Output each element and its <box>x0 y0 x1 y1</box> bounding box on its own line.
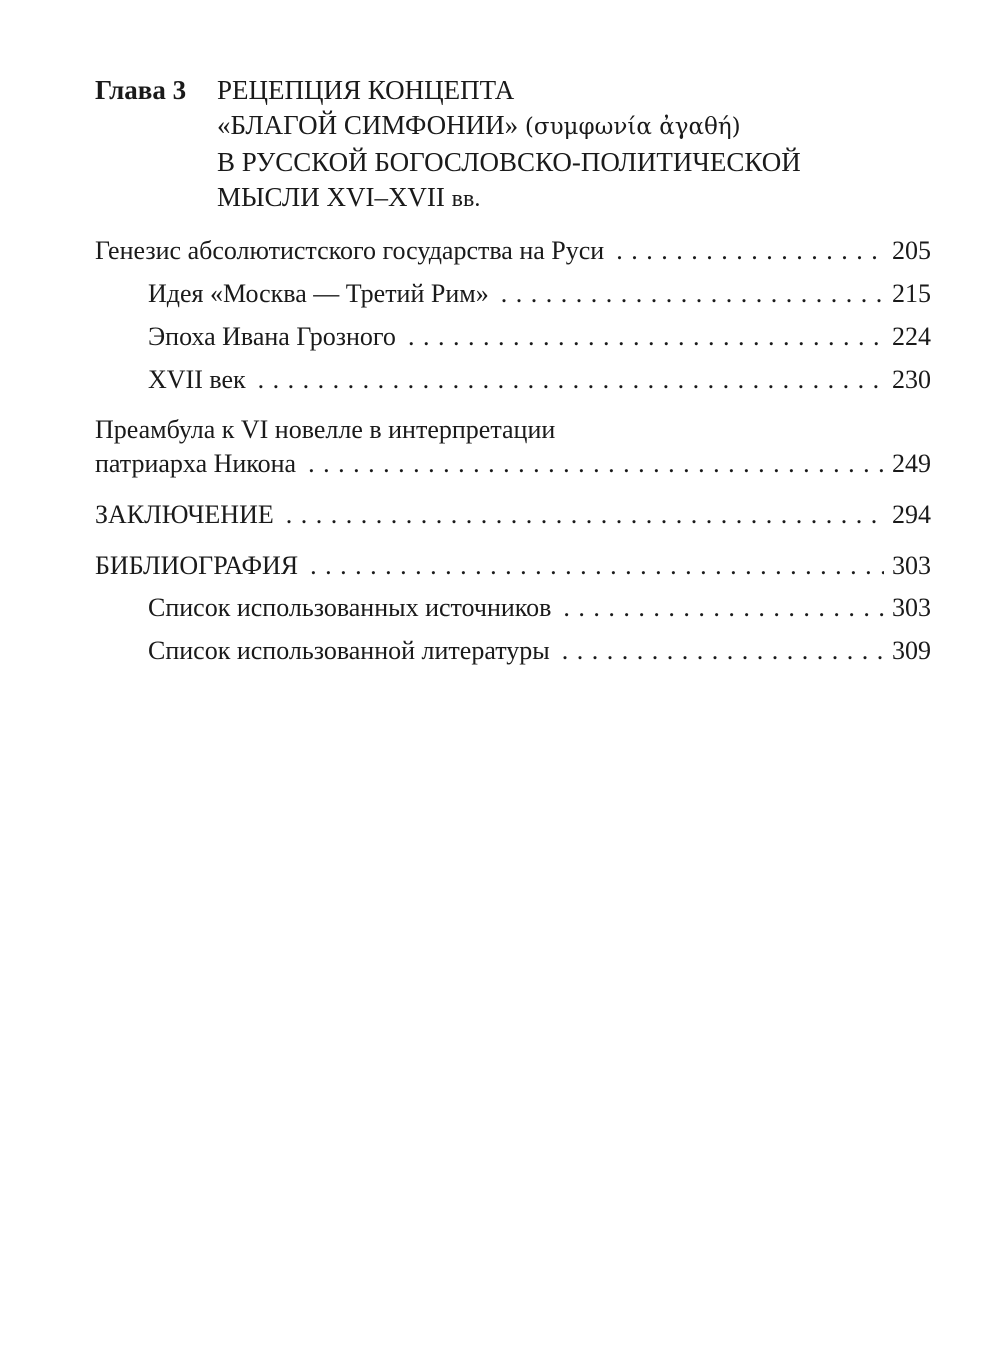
toc-entry-moscow-third-rome[interactable] <box>148 277 931 311</box>
toc-page-number: 215 <box>892 279 931 308</box>
dot-leader <box>258 363 884 397</box>
toc-page-number: 249 <box>892 449 931 478</box>
toc-entry-xvii-century[interactable] <box>148 363 931 397</box>
chapter-title-line-2-text: «БЛАГОЙ СИМФОНИИ» <box>217 110 519 140</box>
toc-entry-title: патриарха Никона <box>95 449 297 478</box>
chapter-title-line-1: РЕЦЕПЦИЯ КОНЦЕПТА <box>217 75 515 105</box>
toc-entry-title-line-1: Преамбула к VI новелле в интерпретации <box>95 415 556 444</box>
toc-page-number: 230 <box>892 365 931 394</box>
dot-leader <box>562 634 884 668</box>
toc-page-number: 224 <box>892 322 931 351</box>
toc-page-number: 309 <box>892 636 931 665</box>
toc-entry-title: Генезис абсолютистского государства на Руси <box>95 236 605 265</box>
toc-entry-title: Список использованной литературы <box>148 636 550 665</box>
dot-leader <box>408 320 884 354</box>
dot-leader <box>286 498 884 532</box>
dot-leader <box>310 549 884 583</box>
toc-entry-literature[interactable] <box>148 634 931 668</box>
toc-entry-title: ЗАКЛЮЧЕНИЕ <box>95 500 274 529</box>
dot-leader <box>501 277 884 311</box>
chapter-title-line-4 <box>217 180 937 217</box>
toc-entry-preamble[interactable] <box>95 413 931 481</box>
toc-page-number: 294 <box>892 500 931 529</box>
toc-entry-title: Эпоха Ивана Грозного <box>148 322 396 351</box>
toc-entry-title: Список использованных источников <box>148 593 552 622</box>
chapter-title-suffix: вв. <box>451 186 481 212</box>
chapter-title <box>217 73 937 217</box>
chapter-title-line-4-text: МЫСЛИ XVI–XVII <box>217 182 445 212</box>
dot-leader <box>616 234 884 268</box>
toc-entry-title: XVII век <box>148 365 246 394</box>
toc-entry-title: Идея «Москва — Третий Рим» <box>148 279 489 308</box>
toc-page-number: 205 <box>892 236 931 265</box>
toc-entry-bibliography[interactable] <box>95 549 931 583</box>
chapter-title-line-2 <box>217 108 937 145</box>
toc-entry-ivan-grozny[interactable] <box>148 320 931 354</box>
dot-leader <box>308 447 884 481</box>
greek-term: (συμφωνία ἀγαθή) <box>524 114 741 140</box>
toc-entry-title: БИБЛИОГРАФИЯ <box>95 551 299 580</box>
chapter-title-line-3: В РУССКОЙ БОГОСЛОВСКО-ПОЛИТИЧЕСКОЙ <box>217 147 801 177</box>
toc-entry-genesis[interactable] <box>95 234 931 268</box>
chapter-label: Глава 3 <box>95 75 187 105</box>
toc-entry-conclusion[interactable] <box>95 498 931 532</box>
toc-page-number: 303 <box>892 551 931 580</box>
dot-leader <box>563 591 884 625</box>
toc-entry-sources[interactable] <box>148 591 931 625</box>
toc-page-number: 303 <box>892 593 931 622</box>
